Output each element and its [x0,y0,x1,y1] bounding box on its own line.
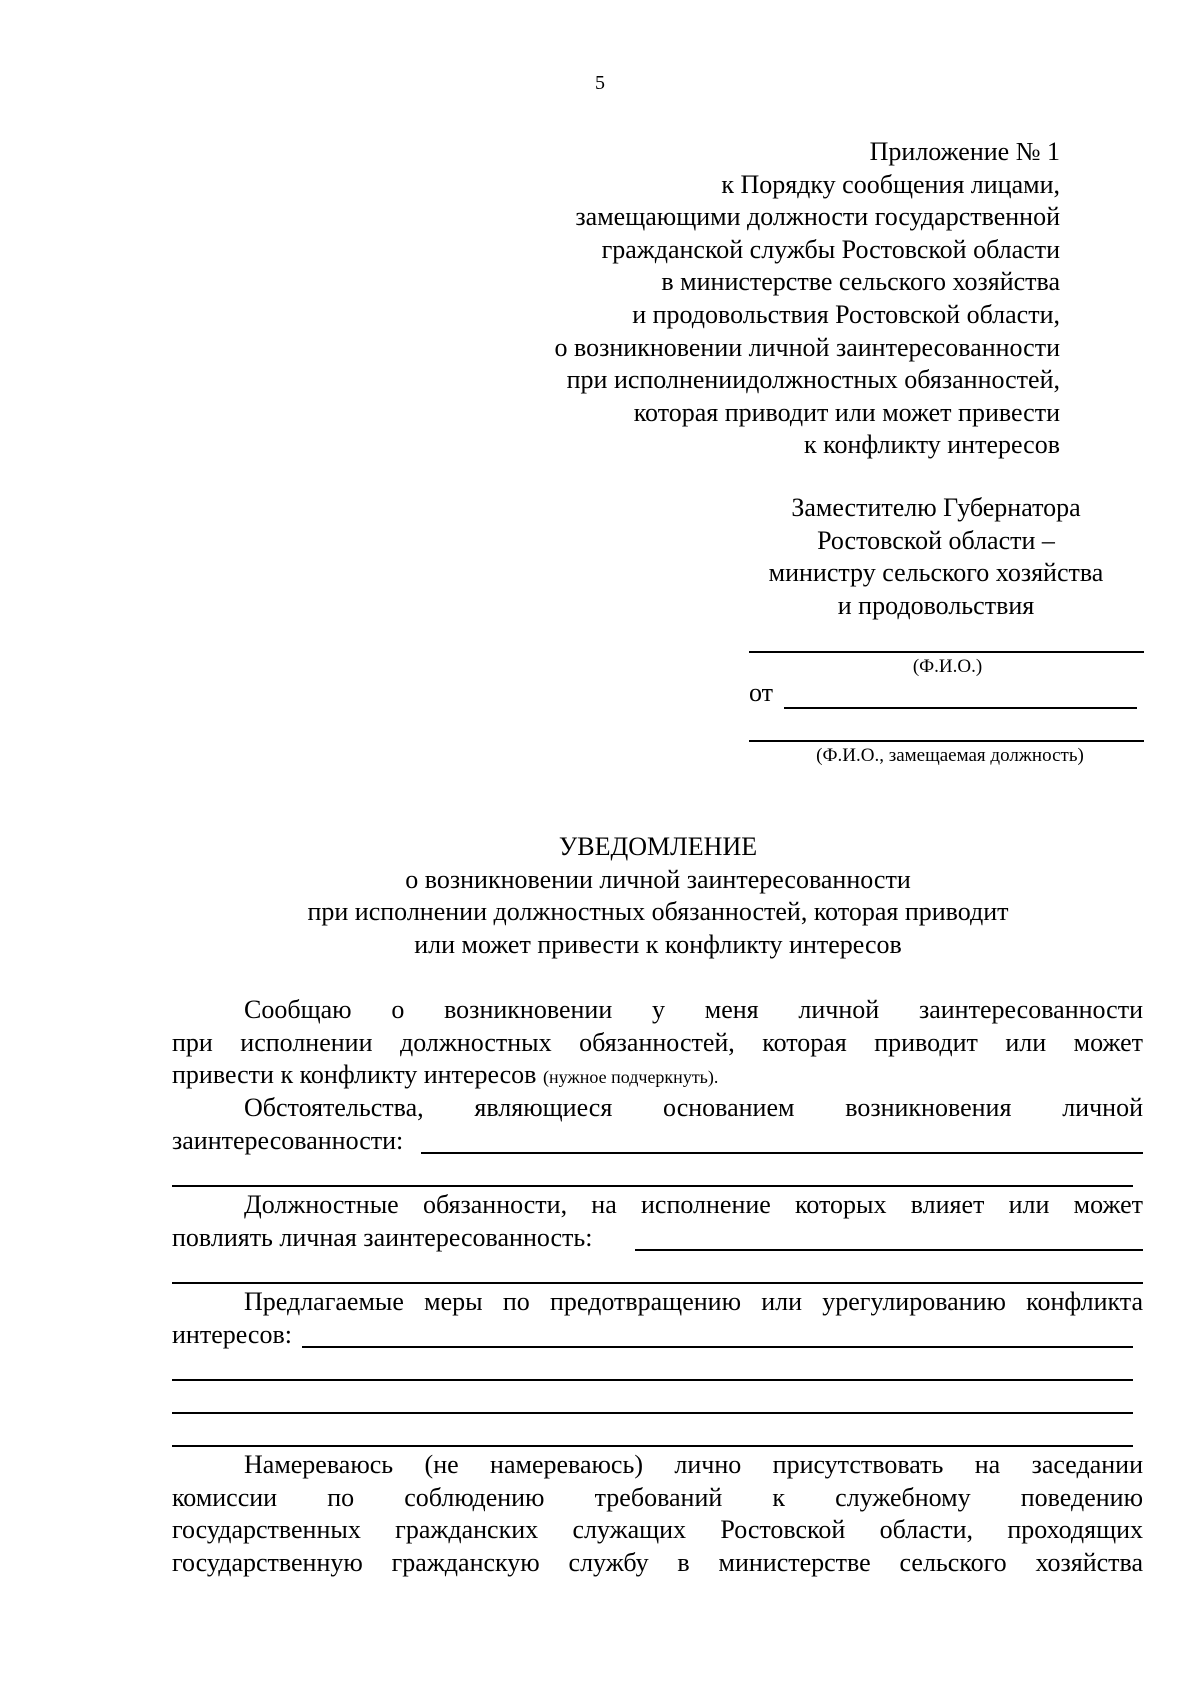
paragraph-line: государственную гражданскую службу в министерстве сельского хозяйства [172,1547,1143,1577]
addressee-line: министру сельского хозяйства [768,558,1104,588]
paragraph-report [172,994,1143,1094]
addressee-line: Ростовской области – [817,525,1055,555]
measures-field[interactable] [302,1346,1133,1348]
paragraph-line: государственных гражданских служащих Ростовской области, проходящих [172,1515,1143,1545]
paragraph-line: Предлагаемые меры по предотвращению или урегулированию конфликта [244,1287,1143,1316]
addressee-block [752,492,1120,622]
paragraph-line [172,1059,1143,1094]
fio-position-caption: (Ф.И.О., замещаемая должность) [816,745,1084,766]
document-title [0,831,1200,961]
paragraph-line: при исполнении должностных обязанностей, которая приводит или может [172,1027,1143,1057]
measures-field-extra[interactable] [172,1445,1133,1447]
duties-label: повлиять личная заинтересованность: [172,1222,593,1252]
paragraph-duties [172,1189,1143,1254]
appendix-line: Приложение № 1 [869,137,1060,166]
paragraph-intention [172,1449,1143,1579]
from-fio-field[interactable] [784,707,1137,709]
paragraph-line: Обстоятельства, являющиеся основанием возникновения личной [244,1093,1143,1122]
from-label: от [749,678,774,707]
title-line: о возникновении личной заинтересованности [405,864,911,894]
measures-field-extra[interactable] [172,1379,1133,1381]
paragraph-circumstances [172,1092,1143,1157]
paragraph-text: привести к конфликту интересов [172,1060,537,1090]
addressee-line: и продовольствия [837,590,1035,620]
title-line: или может привести к конфликту интересов [414,929,902,959]
addressee-fio-field[interactable] [749,651,1144,653]
measures-field-extra[interactable] [172,1412,1133,1414]
paragraph-line: Должностные обязанности, на исполнение которых влияет или может [244,1190,1143,1219]
paragraph-measures [172,1286,1143,1351]
circumstances-label: заинтересованности: [172,1125,404,1155]
appendix-line: к Порядку сообщения лицами, [721,169,1060,199]
title-heading: УВЕДОМЛЕНИЕ [558,832,758,861]
appendix-header [555,136,1060,462]
appendix-line: которая приводит или может привести [633,397,1060,427]
circumstances-field-extra[interactable] [172,1185,1133,1187]
appendix-line: в министерстве сельского хозяйства [661,267,1060,297]
fio-caption: (Ф.И.О.) [912,656,983,677]
paragraph-line: Намереваюсь (не намереваюсь) лично присутствовать на заседании [244,1450,1143,1479]
paragraph-note: (нужное подчеркнуть). [542,1067,719,1088]
paragraph-line: Сообщаю о возникновении у меня личной заинтересованности [244,995,1143,1024]
paragraph-line: комиссии по соблюдению требований к служебному поведению [172,1482,1143,1512]
title-line: при исполнении должностных обязанностей, которая приводит [307,897,1009,927]
appendix-line: замещающими должности государственной [575,202,1060,232]
page-number: 5 [595,72,605,94]
circumstances-field[interactable] [421,1152,1143,1154]
appendix-line: к конфликту интересов [804,430,1060,460]
addressee-line: Заместителю Губернатора [791,493,1081,522]
measures-label: интересов: [172,1319,292,1349]
appendix-line: при исполнениидолжностных обязанностей, [566,365,1060,395]
duties-field-extra[interactable] [172,1282,1143,1284]
duties-field[interactable] [635,1249,1143,1251]
fio-position-field[interactable] [749,740,1144,742]
appendix-line: о возникновении личной заинтересованности [554,332,1060,362]
appendix-line: гражданской службы Ростовской области [601,234,1060,264]
appendix-line: и продовольствия Ростовской области, [632,299,1060,329]
